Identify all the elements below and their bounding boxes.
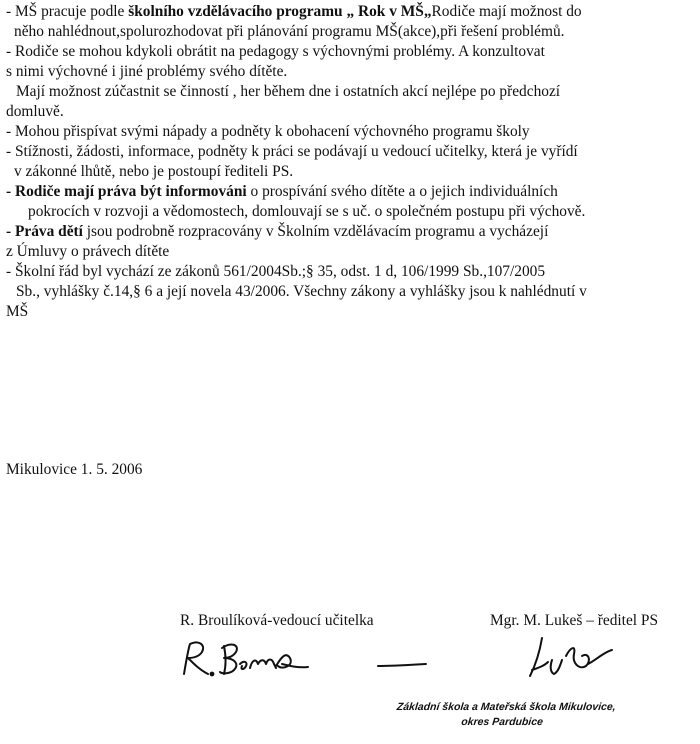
signatory-right-label: Mgr. M. Lukeš – ředitel PS bbox=[490, 612, 659, 629]
text-line bbox=[6, 222, 696, 242]
text-line bbox=[6, 142, 696, 162]
bold-text-segment: školního vzdělávacího programu „ Rok v MŠ„ bbox=[128, 3, 432, 20]
bold-text-segment: - Rodiče mají práva být informováni bbox=[6, 183, 247, 200]
text-segment: - Rodiče se mohou kdykoli obrátit na pedagogy s výchovnými problémy. A konzultovat bbox=[6, 43, 545, 60]
text-segment: Rodiče mají možnost do bbox=[431, 3, 582, 20]
text-segment: něho nahlédnout,spolurozhodovat při plánování programu MŠ(akce),při řešení problémů. bbox=[14, 23, 565, 40]
text-segment: jsou podrobně rozpracovány v Školním vzdělávacím programu a vycházejí bbox=[82, 223, 549, 240]
text-line bbox=[6, 62, 696, 82]
bold-text-segment: - Práva dětí bbox=[6, 223, 83, 240]
school-stamp bbox=[394, 700, 627, 730]
text-segment: - MŠ pracuje podle bbox=[6, 3, 129, 20]
text-line bbox=[6, 42, 696, 62]
stamp-line-1: Základní škola a Mateřská škola Mikulovice, bbox=[396, 701, 617, 713]
text-segment: - Mohou přispívat svými nápady a podněty k obohacení výchovného programu školy bbox=[6, 123, 530, 140]
text-segment: v zákonné lhůtě, nebo je postoupí řediteli PS. bbox=[14, 163, 294, 180]
text-line bbox=[6, 102, 696, 122]
text-segment: o prospívání svého dítěte a o jejich individuálních bbox=[246, 183, 558, 200]
text-line bbox=[6, 22, 696, 42]
stamp-line-2: okres Pardubice bbox=[460, 716, 544, 728]
text-segment: pokrocích v rozvoji a vědomostech, domlouvají se s uč. o společném postupu při výchově. bbox=[28, 203, 586, 220]
handwritten-signature-left bbox=[178, 636, 433, 682]
text-line bbox=[6, 122, 696, 142]
text-segment: z Úmluvy o právech dítěte bbox=[6, 243, 170, 260]
text-line bbox=[6, 82, 696, 102]
text-line bbox=[6, 242, 696, 262]
text-segment: MŠ bbox=[6, 303, 29, 320]
text-segment: - Stížnosti, žádosti, informace, podněty k práci se podávají u vedoucí učitelky, která je vyřídí bbox=[6, 143, 578, 160]
signatory-left-label: R. Broulíková-vedoucí učitelka bbox=[180, 612, 374, 629]
text-segment: Mají možnost zúčastnit se činností , her během dne i ostatních akcí nejlépe po předchozí bbox=[16, 83, 561, 100]
text-line bbox=[6, 262, 696, 282]
handwritten-signature-right bbox=[522, 630, 622, 682]
text-line bbox=[6, 182, 696, 202]
text-line bbox=[6, 282, 696, 302]
document-body bbox=[6, 2, 696, 322]
text-segment: domluvě. bbox=[6, 103, 64, 120]
text-line bbox=[6, 2, 696, 22]
text-segment: Sb., vyhlášky č.14,§ 6 a její novela 43/2006. Všechny zákony a vyhlášky jsou k nahlédnutí v bbox=[16, 283, 587, 300]
text-segment: s nimi výchovné i jiné problémy svého dítěte. bbox=[6, 63, 288, 80]
text-line bbox=[6, 162, 696, 182]
text-segment: - Školní řád byl vychází ze zákonů 561/2004Sb.;§ 35, odst. 1 d, 106/1999 Sb.,107/2005 bbox=[6, 263, 546, 280]
place-and-date: Mikulovice 1. 5. 2006 bbox=[6, 461, 143, 478]
text-line bbox=[6, 202, 696, 222]
text-line bbox=[6, 302, 696, 322]
